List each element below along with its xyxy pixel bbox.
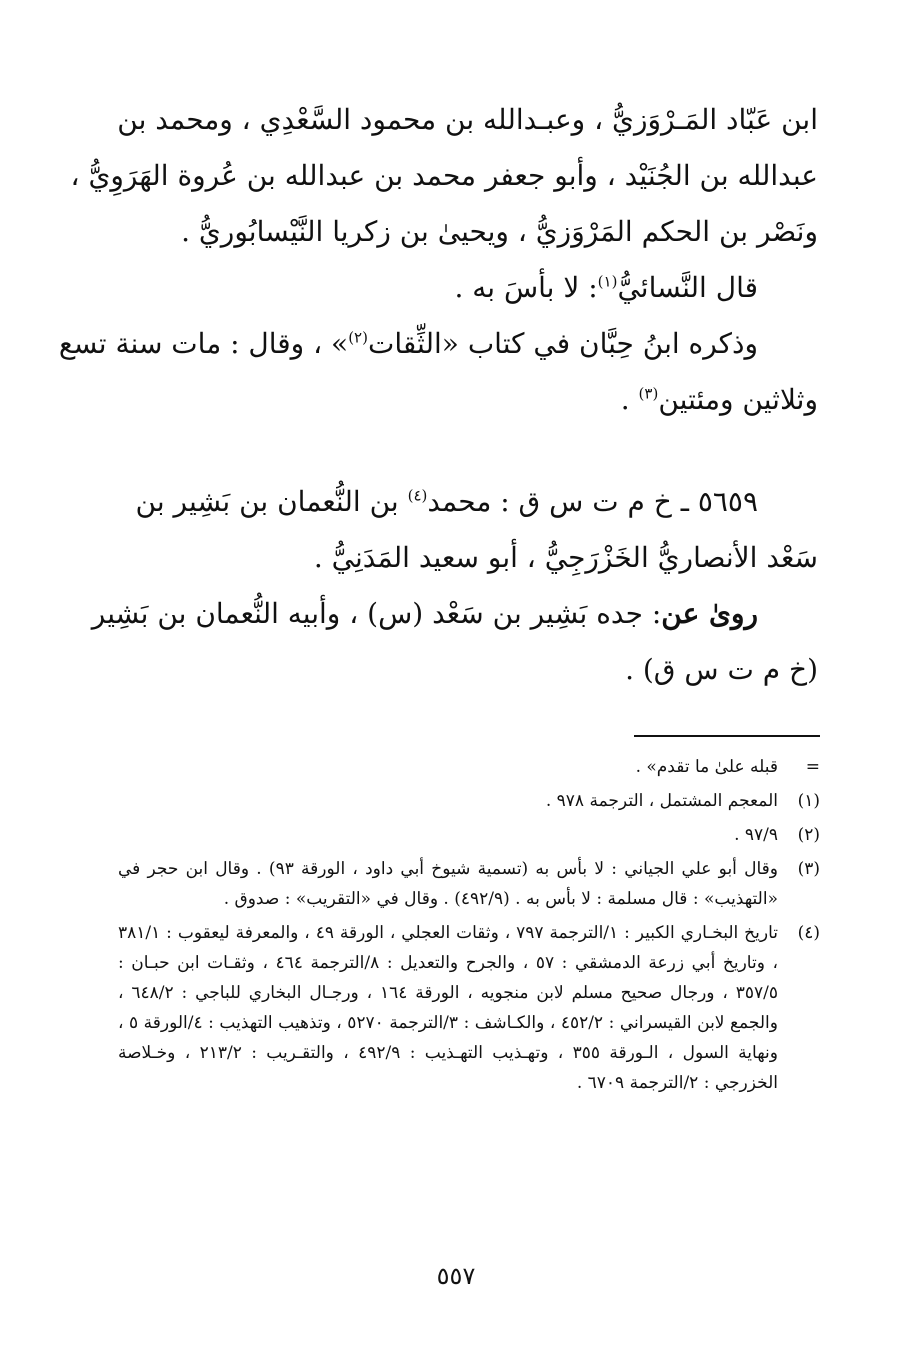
footnote-number: (٢) bbox=[797, 825, 820, 845]
footnote-separator bbox=[634, 735, 820, 737]
entry-heading-text-end: بن النُّعمان بن بَشِير بن bbox=[135, 485, 408, 518]
death-text-end: . bbox=[620, 383, 639, 416]
footnote-number: = bbox=[805, 757, 820, 777]
footnote-text: وقال أبو علي الجياني : لا بأس به (تسمية شيوخ أبي داود ، الورقة ٩٣) . وقال ابن حجر في «التهذيب» : قال مسلمة : لا بأس به . (٤٩٢/٩) . وقال في «التقريب» : صدوق . bbox=[118, 859, 778, 909]
ibn-hibban-text: وذكره ابنُ حِبَّان في كتاب «الثِّقات bbox=[367, 327, 758, 360]
footnote-ref: (٢) bbox=[348, 328, 368, 347]
footnote-1 bbox=[118, 786, 820, 816]
body-line: عبدالله بن الجُنَيْد ، وأبو جعفر محمد بن عبدالله بن عُروة الهَرَوِيُّ ، bbox=[70, 159, 818, 192]
body-line: ابن عَبّاد المَـرْوَزيُّ ، وعبـدالله بن محمود السَّعْدِي ، ومحمد بن bbox=[117, 103, 818, 136]
death-text: وثلاثين ومئتين bbox=[658, 383, 818, 416]
nasai-statement bbox=[118, 260, 818, 316]
footnote-text: المعجم المشتمل ، الترجمة ٩٧٨ . bbox=[545, 791, 778, 811]
entry-heading-line2: سَعْد الأنصاريُّ الخَزْرَجِيُّ ، أبو سعيد المَدَنِيُّ . bbox=[313, 541, 818, 574]
body-line: ونَصْر بن الحكم المَرْوَزيُّ ، ويحيىٰ بن زكريا النَّيْسابُوريُّ . bbox=[181, 215, 818, 248]
rawa-line2: (خ م ت س ق) . bbox=[625, 653, 818, 686]
rawa-text: : جده بَشِير بن سَعْد (س) ، وأبيه النُّعمان بن بَشِير bbox=[91, 597, 662, 630]
footnote-4 bbox=[118, 918, 820, 1098]
footnote-text: تاريخ البخـاري الكبير : ١/الترجمة ٧٩٧ ، وثقات العجلي ، الورقة ٤٩ ، والمعرفة ليعقوب : ٣٨١/١ ، وتاريخ أبي زرعة الدمشقي : ٥٧ ، والجرح والتعديل : ٨/الترجمة ٤٦٤ ، وثقـات ابن حبـان : ٣٥٧/٥ ، ورجال صحيح مسلم لابن منجويه ، الورقة ١٦٤ ، ورجـال البخاري للباجي : ٦٤٨/٢ ، والجمع لابن القيسراني : ٤٥٢/٢ ، والكـاشف : ٣/الترجمة ٥٢٧٠ ، وتذهيب التهذيب : ٤/الورقة ٥ ، ونهاية السول ، الـورقة ٣٥٥ ، وتهـذيب التهـذيب : ٤٩٢/٩ ، والتقـريب : ٢١٣/٢ ، وخـلاصة الخزرجي : ٢/الترجمة ٦٧٠٩ . bbox=[118, 923, 778, 1093]
footnote-3 bbox=[118, 854, 820, 914]
footnote-number: (١) bbox=[797, 791, 820, 811]
nasai-text-end: : لا بأسَ به . bbox=[454, 271, 598, 304]
entry-heading bbox=[118, 474, 818, 530]
entry-heading-text: ٥٦٥٩ ـ خ م ت س ق : محمد bbox=[427, 485, 758, 518]
entry-continuation bbox=[58, 92, 818, 428]
rawa-line bbox=[91, 586, 818, 642]
footnote-number: (٣) bbox=[797, 859, 820, 879]
ibn-hibban-statement bbox=[58, 316, 818, 372]
footnote-ref: (١) bbox=[597, 272, 618, 291]
footnote-text: قبله علىٰ ما تقدم» . bbox=[635, 757, 778, 777]
footnote-continuation bbox=[118, 752, 820, 782]
footnote-2 bbox=[118, 820, 820, 850]
death-date bbox=[118, 372, 818, 428]
footnote-ref: (٣) bbox=[638, 384, 659, 403]
footnote-text: ٩٧/٩ . bbox=[734, 825, 778, 845]
page-number: ٥٥٧ bbox=[436, 1262, 476, 1290]
ibn-hibban-text-end: » ، وقال : مات سنة تسع bbox=[58, 327, 349, 360]
footnotes bbox=[118, 752, 820, 1102]
footnote-ref: (٤) bbox=[407, 486, 428, 505]
rawa-label: روىٰ عن bbox=[661, 597, 758, 630]
entry-5659 bbox=[91, 474, 818, 698]
nasai-text: قال النَّسائيُّ bbox=[617, 271, 758, 304]
footnote-number: (٤) bbox=[797, 923, 820, 943]
